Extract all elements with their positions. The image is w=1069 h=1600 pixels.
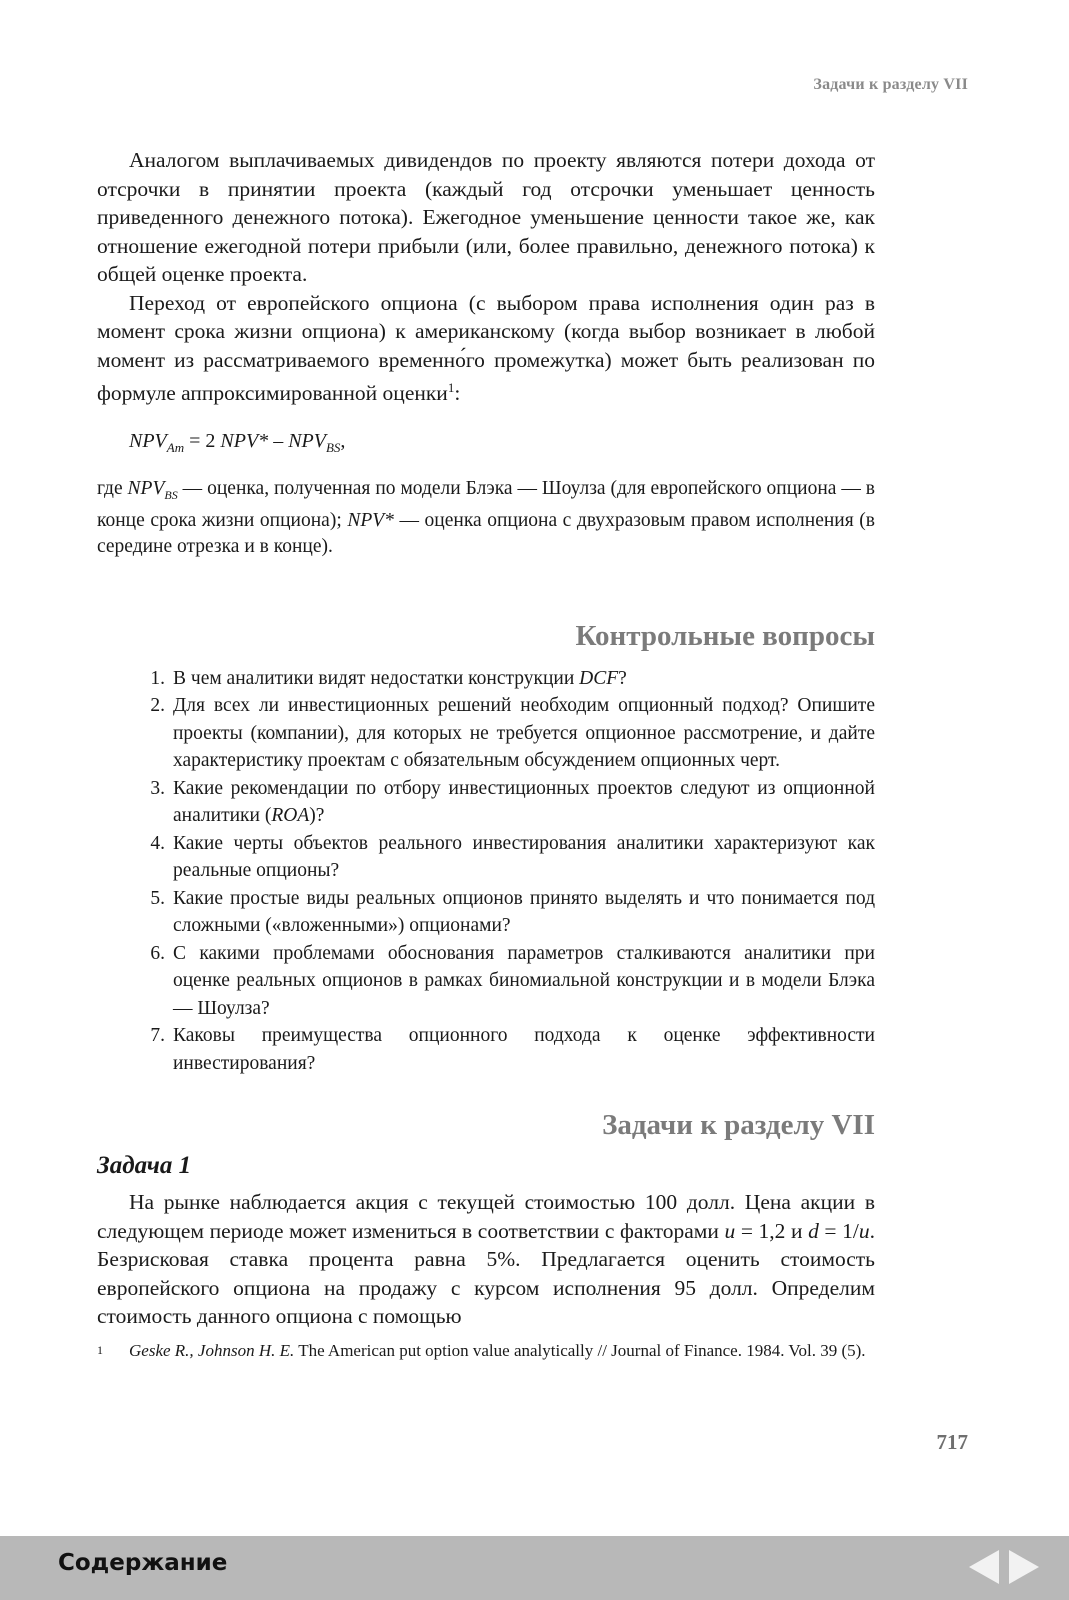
- task-1-text-part: На рынке наблюдается акция с текущей стоимостью 100 долл. Цена акции в следующем периоде может измениться в соответствии с факторами: [97, 1190, 875, 1243]
- question-item: [97, 885, 875, 940]
- bottom-nav-bar: [0, 1536, 1069, 1600]
- formula-lhs-sub: Am: [166, 439, 185, 455]
- question-number: 7.: [150, 1025, 165, 1047]
- question-text-main: Какие черты объектов реального инвестирования аналитики характеризуют как реальные опционы?: [173, 832, 875, 882]
- page-navigation: [969, 1550, 1039, 1584]
- task-1-title: Задача 1: [97, 1152, 192, 1180]
- formula-term2: NPV: [288, 429, 326, 452]
- explanation-prefix: где: [97, 477, 128, 499]
- question-text: [173, 665, 875, 693]
- question-item: [97, 775, 875, 830]
- question-number: 3.: [150, 777, 165, 799]
- previous-page-icon[interactable]: [969, 1550, 999, 1584]
- formula-minus: –: [268, 429, 289, 452]
- formula-term1: NPV*: [220, 429, 269, 452]
- task-1-text-part: = 1,2 и: [735, 1218, 809, 1243]
- task-1-text-part: = 1/: [818, 1218, 859, 1243]
- task-1-text: [97, 1188, 875, 1331]
- formula: [129, 430, 875, 456]
- question-number: 6.: [150, 942, 165, 964]
- explanation-npv-star: NPV*: [347, 509, 394, 531]
- task-1-var-d: d: [808, 1218, 819, 1243]
- question-item: [97, 692, 875, 775]
- question-item: [97, 940, 875, 1023]
- question-text-main: Какие рекомендации по отбору инвестиционных проектов следуют из опционной аналитики (: [173, 777, 875, 827]
- footnote-ref[interactable]: 1: [447, 380, 455, 395]
- questions-heading: Контрольные вопросы: [575, 619, 875, 652]
- footnote: [97, 1340, 875, 1362]
- question-text-main: С какими проблемами обоснования параметров сталкиваются аналитики при оценке реальных опционов в рамках биномиальной конструкции и в модели Блэка — Шоулза?: [173, 942, 875, 1019]
- question-text: [173, 940, 875, 1023]
- question-number: 5.: [150, 887, 165, 909]
- footnote-body: The American put option value analytically // Journal of Finance. 1984. Vol. 39 (5).: [294, 1341, 866, 1360]
- page-number: 717: [936, 1430, 968, 1454]
- tasks-heading: Задачи к разделу VII: [602, 1109, 875, 1142]
- explanation-npv-bs-sub: BS: [164, 487, 178, 502]
- question-text-main: Какие простые виды реальных опционов принято выделять и что понимается под сложными («вложенными») опционами?: [173, 887, 875, 937]
- paragraph-2: [97, 289, 875, 408]
- next-page-icon[interactable]: [1009, 1550, 1039, 1584]
- explanation-npv-bs: NPV: [127, 477, 165, 499]
- formula-term2-sub: BS: [325, 439, 341, 455]
- question-text-tail: )?: [309, 805, 325, 827]
- question-term: ROA: [271, 805, 310, 827]
- question-number: 2.: [150, 695, 165, 717]
- question-text: [173, 885, 875, 940]
- explanation-part1: — оценка, полученная по модели Блэка — Шоулза (для европейского опциона — в конце срока жизни опциона);: [97, 477, 875, 531]
- question-text-main: Для всех ли инвестиционных решений необходим опционный подход? Опишите проекты (компании), для которых не требуется опционное рассмотрение, и дайте характеристику проектам с обязательным обсуждением опционных черт.: [173, 695, 875, 772]
- explanation-part2: — оценка опциона с двухразовым правом исполнения (в середине отрезка и в конце).: [97, 509, 875, 557]
- running-head: Задачи к разделу VII: [813, 76, 968, 93]
- formula-end: ,: [340, 429, 346, 452]
- task-1-var-u: u: [724, 1218, 736, 1243]
- question-number: 1.: [150, 667, 165, 689]
- task-1-var-u: u: [858, 1218, 870, 1243]
- question-text-tail: ?: [618, 667, 627, 689]
- question-text: [173, 1022, 875, 1077]
- footnote-text: [129, 1340, 866, 1362]
- formula-eq: = 2: [184, 429, 221, 452]
- formula-explanation: [97, 476, 875, 560]
- page-content: [97, 146, 875, 1331]
- table-of-contents-button[interactable]: Содержание: [58, 1550, 228, 1576]
- footnote-authors: Geske R., Johnson H. E.: [129, 1341, 295, 1360]
- question-text: [173, 830, 875, 885]
- question-text-main: В чем аналитики видят недостатки конструкции: [173, 667, 580, 689]
- paragraph-2-text: Переход от европейского опциона (с выбором права исполнения один раз в момент срока жизни опциона) к американскому (когда выбор возникает в любой момент из рассматриваемого временно́го промежутка) может быть реализован по формуле аппроксимированной оценки: [97, 290, 875, 406]
- paragraph-2-end: :: [454, 381, 461, 406]
- question-item: [97, 665, 875, 693]
- question-text: [173, 692, 875, 775]
- question-item: [97, 1022, 875, 1077]
- task-1-text-part: . Безрисковая ставка процента равна 5%. Предлагается оценить стоимость европейского опциона на продажу с курсом исполнения 95 долл. Определим стоимость данного опциона с помощью: [97, 1218, 875, 1329]
- questions-list: [97, 665, 875, 1078]
- footnote-mark: 1: [97, 1343, 103, 1357]
- question-number: 4.: [150, 832, 165, 854]
- question-text-main: Каковы преимущества опционного подхода к оценке эффективности инвестирования?: [173, 1025, 875, 1074]
- paragraph-1: Аналогом выплачиваемых дивидендов по проекту являются потери дохода от отсрочки в принятии проекта (каждый год отсрочки уменьшает ценность приведенного денежного потока). Ежегодное уменьшение ценности такое же, как отношение ежегодной потери прибыли (или, более правильно, денежного потока) к общей оценке проекта.: [97, 148, 875, 286]
- question-term: DCF: [579, 667, 619, 689]
- question-item: [97, 830, 875, 885]
- question-text: [173, 775, 875, 830]
- formula-lhs: NPV: [129, 429, 167, 452]
